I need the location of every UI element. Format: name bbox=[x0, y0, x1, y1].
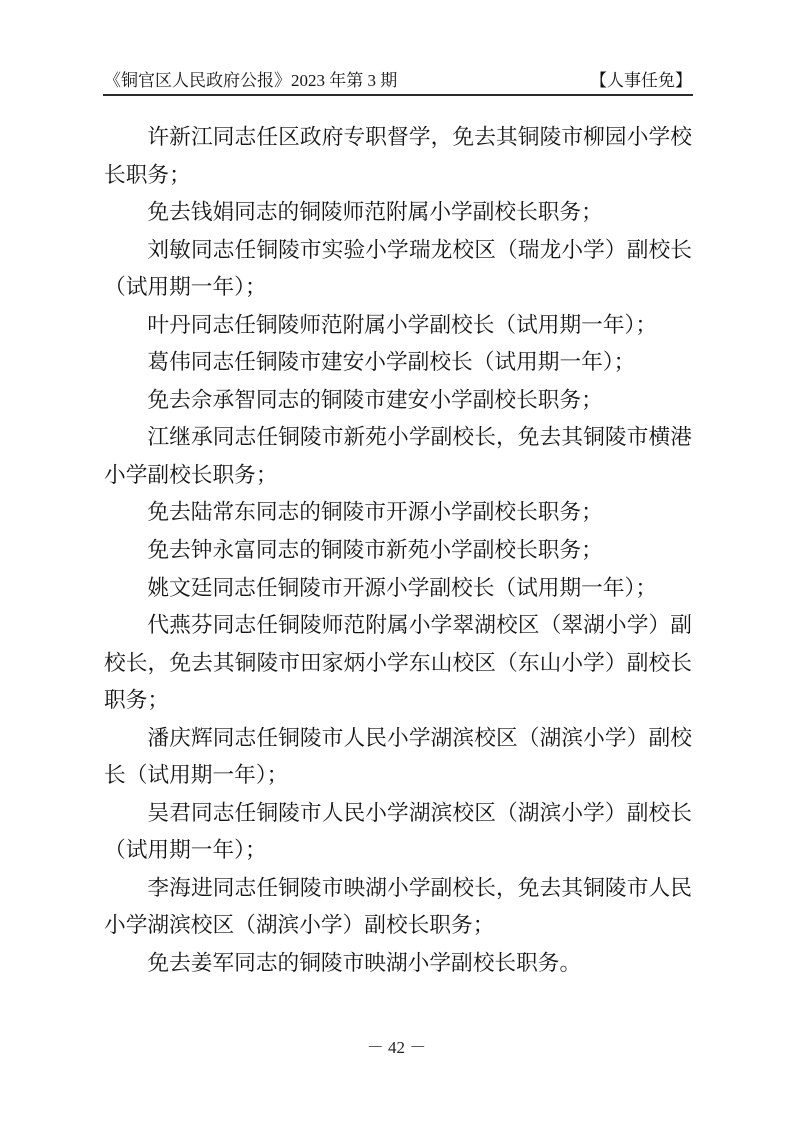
page-header bbox=[104, 69, 692, 93]
body-paragraph: 免去姜军同志的铜陵市映湖小学副校长职务。 bbox=[147, 951, 582, 976]
body-paragraph: 姚文廷同志任铜陵市开源小学副校长（试用期一年）； bbox=[147, 575, 658, 600]
document-body bbox=[104, 119, 692, 983]
body-paragraph: 李海进同志任铜陵市映湖小学副校长，免去其铜陵市人民小学湖滨校区（湖滨小学）副校长职务； bbox=[104, 875, 692, 938]
body-paragraph: 吴君同志任铜陵市人民小学湖滨校区（湖滨小学）副校长（试用期一年）； bbox=[104, 800, 692, 863]
body-paragraph: 刘敏同志任铜陵市实验小学瑞龙校区（瑞龙小学）副校长（试用期一年）； bbox=[104, 237, 692, 300]
page-number: － 42 － bbox=[366, 1038, 427, 1057]
publication-title: 《铜官区人民政府公报》2023 年第 3 期 bbox=[104, 71, 398, 90]
body-paragraph: 潘庆辉同志任铜陵市人民小学湖滨校区（湖滨小学）副校长（试用期一年）； bbox=[104, 725, 692, 788]
body-paragraph: 代燕芬同志任铜陵师范附属小学翠湖校区（翠湖小学）副校长，免去其铜陵市田家炳小学东山校区（东山小学）副校长职务； bbox=[104, 613, 692, 713]
header-rule bbox=[103, 94, 693, 96]
body-paragraph: 免去陆常东同志的铜陵市开源小学副校长职务； bbox=[147, 500, 603, 525]
body-paragraph: 免去佘承智同志的铜陵市建安小学副校长职务； bbox=[147, 387, 603, 412]
body-paragraph: 免去钟永富同志的铜陵市新苑小学副校长职务； bbox=[147, 538, 603, 563]
body-paragraph: 江继承同志任铜陵市新苑小学副校长，免去其铜陵市横港小学副校长职务； bbox=[104, 425, 692, 487]
body-paragraph: 许新江同志任区政府专职督学，免去其铜陵市柳园小学校长职务； bbox=[104, 125, 692, 187]
body-paragraph: 免去钱娟同志的铜陵师范附属小学副校长职务； bbox=[147, 200, 603, 225]
body-paragraph: 葛伟同志任铜陵市建安小学副校长（试用期一年）； bbox=[147, 350, 636, 375]
section-label: 【人事任免】 bbox=[590, 71, 692, 90]
body-paragraph: 叶丹同志任铜陵师范附属小学副校长（试用期一年）； bbox=[147, 312, 658, 337]
page-footer bbox=[0, 1036, 793, 1060]
